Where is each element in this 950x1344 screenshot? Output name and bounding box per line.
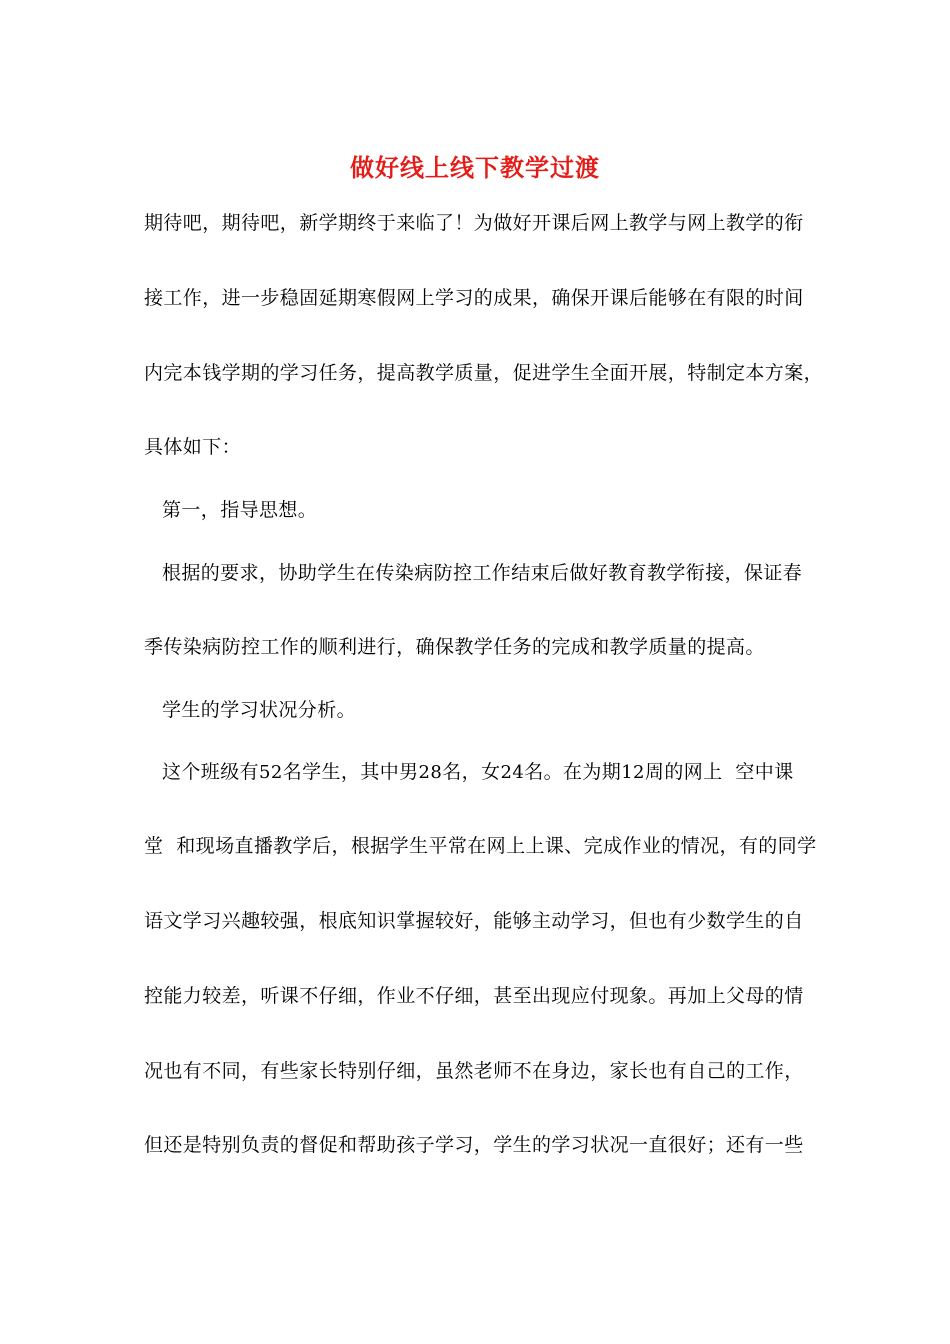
paragraph-3-text: 周的网上 空中课 (644, 761, 794, 783)
paragraph-3-line-5: 况也有不同，有些家长特别仔细，虽然老师不在身边，家长也有自己的工作， (144, 1060, 804, 1082)
paragraph-3-line-4: 控能力较差，听课不仔细，作业不仔细，甚至出现应付现象。再加上父母的情 (144, 985, 804, 1007)
paragraph-2-line-2: 季传染病防控工作的顺利进行，确保教学任务的完成和教学质量的提高。 (144, 636, 765, 658)
paragraph-3-line-2: 堂 和现场直播教学后，根据学生平常在网上上课、完成作业的情况，有的同学 (144, 835, 817, 857)
paragraph-1-line-1: 期待吧，期待吧，新学期终于来临了！为做好开课后网上教学与网上教学的衔 (144, 212, 804, 234)
paragraph-3-text: 名，女 (442, 761, 501, 783)
paragraph-3-text: 名。在为期 (524, 761, 622, 783)
paragraph-3-text: 这个班级有 (162, 761, 260, 783)
paragraph-2-line-1: 根据的要求，协助学生在传染病防控工作结束后做好教育教学衔接，保证春 (162, 562, 803, 584)
section-heading-student-analysis: 学生的学习状况分析。 (162, 699, 357, 721)
paragraph-3-line-1 (162, 757, 794, 788)
paragraph-1-line-2: 接工作，进一步稳固延期寒假网上学习的成果，确保开课后能够在有限的时间 (144, 287, 804, 309)
paragraph-1-line-3: 内完本钱学期的学习任务，提高教学质量，促进学生全面开展，特制定本方案， (144, 362, 824, 384)
students-male-number: 28 (418, 762, 443, 783)
paragraph-3-line-6: 但还是特别负责的督促和帮助孩子学习，学生的学习状况一直很好；还有一些 (144, 1134, 804, 1156)
paragraph-3-text: 名学生，其中男 (282, 761, 419, 783)
students-female-number: 24 (500, 762, 525, 783)
students-total-number: 52 (259, 762, 283, 783)
section-heading-guiding-thought: 第一，指导思想。 (162, 499, 318, 521)
paragraph-1-line-4: 具体如下： (144, 436, 242, 458)
document-title: 做好线上线下教学过渡 (350, 154, 600, 182)
paragraph-3-line-3: 语文学习兴趣较强，根底知识掌握较好，能够主动学习，但也有少数学生的自 (144, 910, 804, 932)
weeks-number: 12 (621, 762, 645, 783)
